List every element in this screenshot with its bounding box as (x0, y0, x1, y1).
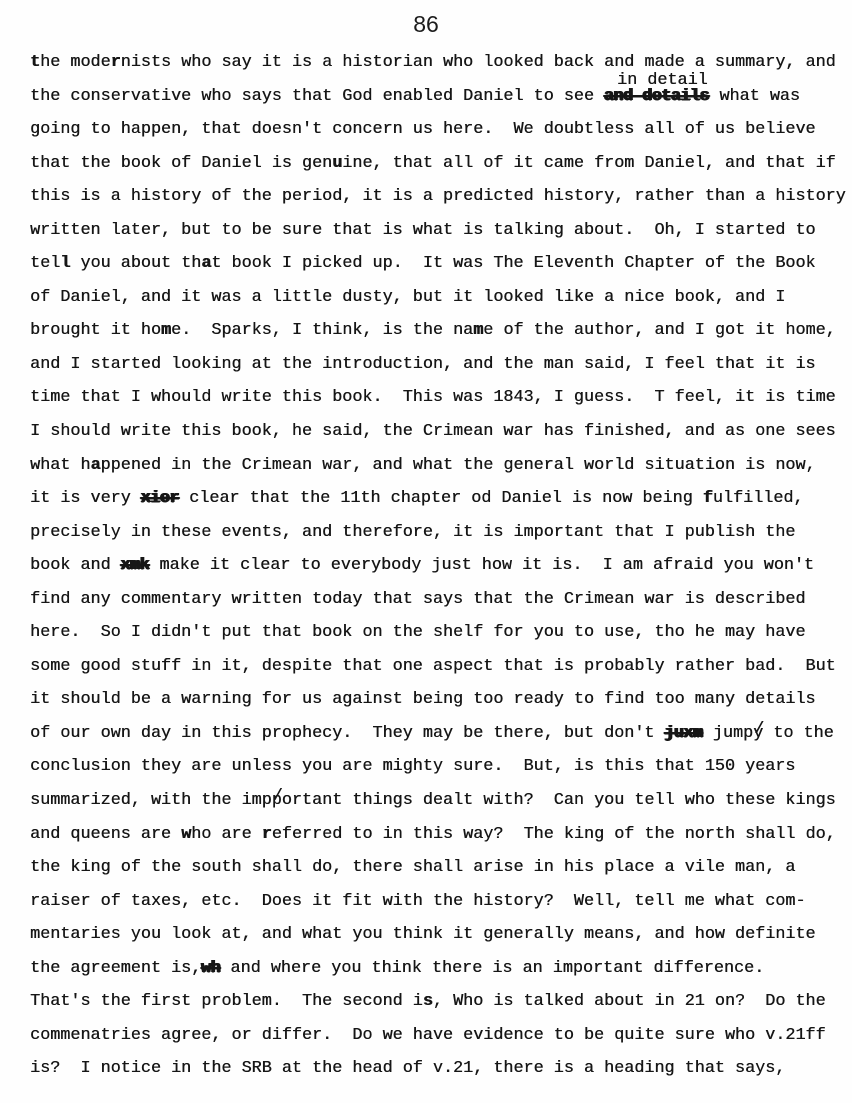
text-line: of Daniel, and it was a little dusty, but it looked like a nice book, and I (30, 287, 786, 307)
text-line: mentaries you look at, and what you think it generally means, and how definite (30, 925, 816, 945)
text-line: and queens are who are referred to in this way? The king of the north shall do, (30, 824, 836, 844)
struck-out-text: juxm (664, 723, 703, 743)
text-line: tell you about that book I picked up. It was The Eleventh Chapter of the Book (30, 254, 816, 274)
text-line: commenatries agree, or differ. Do we have evidence to be quite sure who v.21ff (30, 1025, 826, 1045)
page-number: 86 (413, 11, 439, 37)
text-line: raiser of taxes, etc. Does it fit with the history? Well, tell me what com- (30, 891, 806, 911)
text-line: find any commentary written today that says that the Crimean war is described (30, 589, 806, 609)
text-line: That's the first problem. The second is, Who is talked about in 21 on? Do the (30, 992, 826, 1012)
overstruck-letter: t (30, 53, 41, 72)
overstruck-letter: l (60, 254, 71, 274)
overstruck-letter: a (90, 455, 101, 475)
text-line: the conservative who says that God enabled Daniel to see and details what was (30, 86, 800, 106)
text-line: the modernists who say it is a historian who looked back and made a summary, and (30, 53, 836, 72)
overstruck-letter: r (261, 824, 272, 844)
slashed-letter: p / (272, 784, 282, 818)
overstruck-letter: f (702, 489, 713, 509)
overstruck-letter: m (160, 321, 171, 341)
text-line: is? I notice in the SRB at the head of v.21, there is a heading that says, (30, 1059, 786, 1079)
text-line: brought it home. Sparks, I think, is the name of the author, and I got it home, (30, 321, 836, 341)
text-line: I should write this book, he said, the Crimean war has finished, and as one sees (30, 422, 836, 442)
text-line: some good stuff in it, despite that one aspect that is probably rather bad. But (30, 656, 836, 676)
text-line: that the book of Daniel is genuine, that all of it came from Daniel, and that if (30, 153, 836, 173)
struck-out-text: wh (201, 958, 221, 978)
text-line: it is very xier clear that the 11th chapter od Daniel is now being fulfilled, (30, 489, 804, 509)
text-line: going to happen, that doesn't concern us here. We doubtless all of us believe (30, 120, 816, 140)
text-line: this is a history of the period, it is a predicted history, rather than a history (30, 187, 846, 207)
text-line: of our own day in this prophecy. They may be there, but don't juxm jumpy / to the (30, 717, 852, 751)
text-line: it should be a warning for us against being too ready to find too many details (30, 690, 816, 710)
overstruck-letter: w (181, 824, 192, 844)
overstruck-letter: m (473, 321, 484, 341)
text-line: what happened in the Crimean war, and what the general world situation is now, (30, 455, 816, 475)
text-line: precisely in these events, and therefore, it is important that I publish the (30, 522, 796, 542)
text-line: and I started looking at the introduction, and the man said, I feel that it is (30, 354, 816, 374)
overstruck-letter: r (110, 53, 121, 72)
struck-out-text: xier (140, 489, 180, 509)
overstruck-letter: s (422, 992, 433, 1012)
text-line: here. So I didn't put that book on the shelf for you to use, tho he may have (30, 623, 806, 643)
text-line: the king of the south shall do, there shall arise in his place a vile man, a (30, 858, 796, 878)
body-text (30, 46, 852, 1086)
struck-out-text: xmk (120, 556, 150, 576)
text-line: summarized, with the impp /ortant things dealt with? Can you tell who these kings (30, 784, 852, 818)
text-line: book and xmk make it clear to everybody just how it is. I am afraid you won't (30, 556, 815, 576)
text-line: conclusion they are unless you are mighty sure. But, is this that 150 years (30, 757, 796, 777)
text-line: time that I whould write this book. This was 1843, I guess. T feel, it is time (30, 388, 836, 408)
text-line: the agreement is,wh and where you think there is an important difference. (30, 958, 765, 978)
text-line: written later, but to be sure that is what is talking about. Oh, I started to (30, 220, 816, 240)
overstruck-letter: u (332, 153, 343, 173)
inserted-correction-text: in detail (617, 71, 708, 90)
slashed-letter: y / (753, 717, 763, 751)
struck-out-text: and details (604, 86, 710, 106)
overstruck-letter: a (201, 254, 212, 274)
